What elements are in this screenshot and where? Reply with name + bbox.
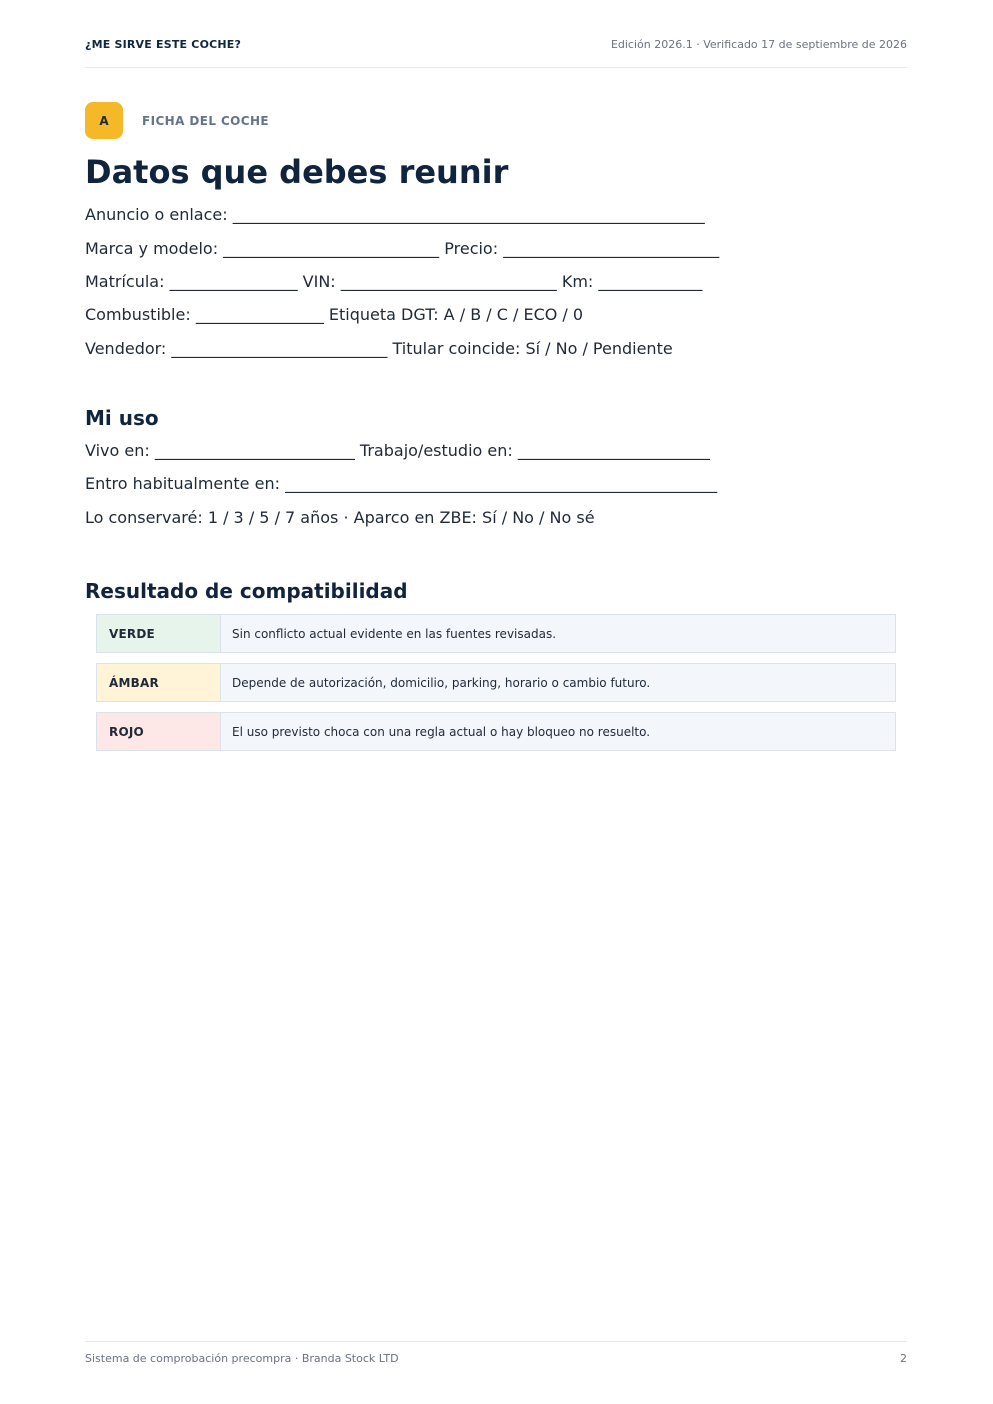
section-badge: A <box>85 102 123 139</box>
ownership-zbe-field: Lo conservaré: 1 / 3 / 5 / 7 años · Aparco en ZBE: Sí / No / No sé <box>85 508 595 527</box>
page-header <box>85 38 907 68</box>
compatibility-row-green <box>96 614 896 653</box>
page-footer <box>85 1341 907 1372</box>
compatibility-results-table <box>96 614 896 761</box>
green-status-label: VERDE <box>97 615 221 652</box>
home-work-field: Vivo en: _________________________ Trabajo/estudio en: ________________________ <box>85 441 710 460</box>
document-brand: ¿ME SIRVE ESTE COCHE? <box>85 38 242 51</box>
usual-entry-field: Entro habitualmente en: ______________________________________________________ <box>85 474 718 493</box>
compatibility-row-amber <box>96 663 896 702</box>
usage-heading: Mi uso <box>85 406 159 430</box>
ad-link-field: Anuncio o enlace: ___________________________________________________________ <box>85 205 705 224</box>
edition-verification: Edición 2026.1 · Verificado 17 de septiembre de 2026 <box>610 38 907 51</box>
fuel-dgt-label-field: Combustible: ________________ Etiqueta DGT: A / B / C / ECO / 0 <box>85 305 584 324</box>
red-status-description: El uso previsto choca con una regla actual o hay bloqueo no resuelto. <box>232 724 651 739</box>
red-status-label: ROJO <box>97 713 221 750</box>
compatibility-row-red <box>96 712 896 751</box>
page-number: 2 <box>900 1352 907 1365</box>
amber-status-description: Depende de autorización, domicilio, parking, horario o cambio futuro. <box>232 675 651 690</box>
registration-vin-km-field: Matrícula: ________________ VIN: ___________________________ Km: _____________ <box>85 272 703 291</box>
section-kicker: FICHA DEL COCHE <box>142 114 270 128</box>
seller-owner-field: Vendedor: ___________________________ Titular coincide: Sí / No / Pendiente <box>85 339 673 358</box>
page-title: Datos que debes reunir <box>85 153 509 191</box>
amber-status-label: ÁMBAR <box>97 664 221 701</box>
green-status-description: Sin conflicto actual evidente en las fuentes revisadas. <box>232 626 557 641</box>
make-model-price-field: Marca y modelo: ___________________________ Precio: ___________________________ <box>85 239 720 258</box>
footer-organization: Sistema de comprobación precompra · Branda Stock LTD <box>85 1352 399 1365</box>
compatibility-heading: Resultado de compatibilidad <box>85 579 408 603</box>
